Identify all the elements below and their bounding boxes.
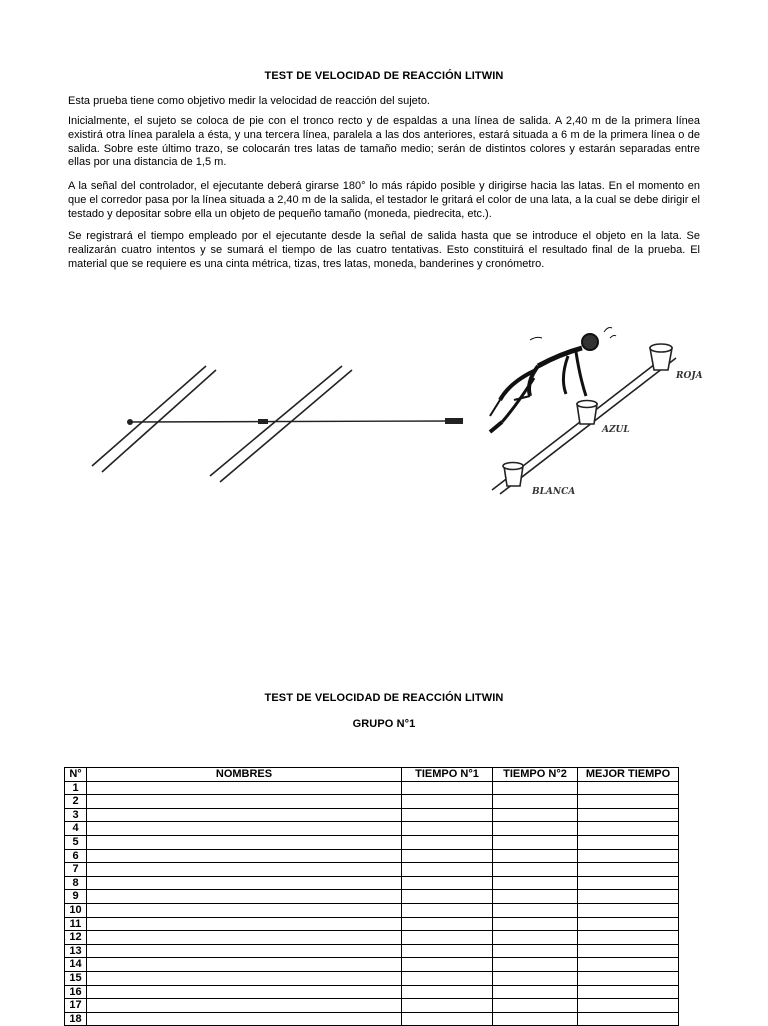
time-1-cell[interactable] [402,795,493,809]
table-row [65,999,679,1013]
name-cell[interactable] [87,958,402,972]
name-cell[interactable] [87,917,402,931]
time-1-cell[interactable] [402,876,493,890]
time-1-cell[interactable] [402,849,493,863]
label-white: BLANCA [532,487,576,497]
name-cell[interactable] [87,863,402,877]
table-row [65,835,679,849]
best-time-cell[interactable] [578,876,679,890]
time-1-cell[interactable] [402,985,493,999]
best-time-cell[interactable] [578,863,679,877]
time-2-cell[interactable] [493,971,578,985]
time-2-cell[interactable] [493,999,578,1013]
table-row [65,958,679,972]
table-row [65,808,679,822]
table-row [65,931,679,945]
time-2-cell[interactable] [493,781,578,795]
table-row [65,917,679,931]
time-1-cell[interactable] [402,890,493,904]
intro-paragraph: Esta prueba tiene como objetivo medir la velocidad de reacción del sujeto. [68,95,430,107]
time-2-cell[interactable] [493,849,578,863]
table-row [65,781,679,795]
best-time-cell[interactable] [578,944,679,958]
table-row [65,876,679,890]
best-time-cell[interactable] [578,835,679,849]
header-best-time: MEJOR TIEMPO [578,768,679,782]
row-number: 9 [65,890,87,904]
row-number: 17 [65,999,87,1013]
name-cell[interactable] [87,795,402,809]
row-number: 10 [65,903,87,917]
best-time-cell[interactable] [578,931,679,945]
name-cell[interactable] [87,835,402,849]
name-cell[interactable] [87,876,402,890]
name-cell[interactable] [87,944,402,958]
table-row [65,863,679,877]
results-table [64,767,679,1026]
table-row [65,822,679,836]
time-1-cell[interactable] [402,999,493,1013]
best-time-cell[interactable] [578,971,679,985]
best-time-cell[interactable] [578,958,679,972]
can-white [503,463,523,487]
second-line [210,366,352,482]
table-row [65,971,679,985]
time-2-cell[interactable] [493,958,578,972]
row-number: 6 [65,849,87,863]
table-row [65,890,679,904]
header-number: N° [65,768,87,782]
best-time-cell[interactable] [578,890,679,904]
time-2-cell[interactable] [493,931,578,945]
name-cell[interactable] [87,849,402,863]
time-2-cell[interactable] [493,835,578,849]
row-number: 2 [65,795,87,809]
label-blue: AZUL [602,425,630,435]
best-time-cell[interactable] [578,781,679,795]
row-number: 4 [65,822,87,836]
can-red [650,344,672,370]
time-1-cell[interactable] [402,944,493,958]
group-title: GRUPO N°1 [352,718,416,730]
row-number: 18 [65,1012,87,1026]
time-1-cell[interactable] [402,808,493,822]
name-cell[interactable] [87,985,402,999]
setup-paragraph: Inicialmente, el sujeto se coloca de pie con el tronco recto y de espaldas a una línea de salida. A 2,40 m de la primera línea existirá otra línea paralela a ésta, y una tercera línea, paralela a las dos anteriores, estará situada a 6 m de la primera línea o de salida. Sobre este último trazo, se colocarán tres latas de tamaño medio; serán de distintos colores y estarán separadas entre ellas por una distancia de 1,5 m. [68,115,700,169]
row-number: 12 [65,931,87,945]
time-1-cell[interactable] [402,917,493,931]
header-names: NOMBRES [87,768,402,782]
time-2-cell[interactable] [493,917,578,931]
table-row [65,849,679,863]
time-2-cell[interactable] [493,863,578,877]
best-time-cell[interactable] [578,903,679,917]
table-row [65,985,679,999]
time-2-cell[interactable] [493,876,578,890]
table-body [65,781,679,1026]
time-1-cell[interactable] [402,781,493,795]
time-2-cell[interactable] [493,822,578,836]
name-cell[interactable] [87,808,402,822]
time-1-cell[interactable] [402,822,493,836]
time-1-cell[interactable] [402,958,493,972]
label-red: ROJA [676,371,703,381]
row-number: 15 [65,971,87,985]
row-number: 13 [65,944,87,958]
best-time-cell[interactable] [578,822,679,836]
row-number: 14 [65,958,87,972]
procedure-paragraph: A la señal del controlador, el ejecutante deberá girarse 180° lo más rápido posible y dirigirse hacia las latas. En el momento en que el corredor pasa por la línea situada a 2,40 m de la salida, el testador le gritará el color de una lata, a la cual se debe dirigir el testado y depositar sobre ella un objeto de pequeño tamaño (moneda, piedrecita, etc.). [68,180,700,220]
name-cell[interactable] [87,971,402,985]
table-row [65,795,679,809]
row-number: 7 [65,863,87,877]
time-1-cell[interactable] [402,835,493,849]
section-title: TEST DE VELOCIDAD DE REACCIÓN LITWIN [264,692,504,704]
name-cell[interactable] [87,822,402,836]
time-2-cell[interactable] [493,903,578,917]
scoring-paragraph: Se registrará el tiempo empleado por el ejecutante desde la señal de salida hasta que se introduce el objeto en la lata. Se realizarán cuatro intentos y se sumará el tiempo de las cuatro tentativas. Esto constituirá el resultado final de la prueba. El material que se requiere es una cinta métrica, tizas, tres latas, moneda, banderines y cronómetro. [68,230,700,270]
best-time-cell[interactable] [578,917,679,931]
row-number: 1 [65,781,87,795]
runner-figure [490,328,616,433]
time-1-cell[interactable] [402,931,493,945]
time-2-cell[interactable] [493,944,578,958]
name-cell[interactable] [87,781,402,795]
best-time-cell[interactable] [578,985,679,999]
table-header-row [65,768,679,782]
header-time-1: TIEMPO N°1 [402,768,493,782]
best-time-cell[interactable] [578,999,679,1013]
row-number: 3 [65,808,87,822]
time-1-cell[interactable] [402,863,493,877]
best-time-cell[interactable] [578,795,679,809]
best-time-cell[interactable] [578,808,679,822]
test-layout-illustration [90,318,715,516]
time-2-cell[interactable] [493,985,578,999]
name-cell[interactable] [87,931,402,945]
time-2-cell[interactable] [493,808,578,822]
row-number: 16 [65,985,87,999]
test-layout-drawing [90,318,715,516]
time-2-cell[interactable] [493,795,578,809]
row-number: 8 [65,876,87,890]
name-cell[interactable] [87,999,402,1013]
row-number: 5 [65,835,87,849]
name-cell[interactable] [87,903,402,917]
table-row [65,944,679,958]
can-blue [577,401,597,425]
document-title: TEST DE VELOCIDAD DE REACCIÓN LITWIN [264,70,504,82]
time-1-cell[interactable] [402,971,493,985]
time-2-cell[interactable] [493,890,578,904]
name-cell[interactable] [87,890,402,904]
row-number: 11 [65,917,87,931]
best-time-cell[interactable] [578,849,679,863]
table-row [65,903,679,917]
time-1-cell[interactable] [402,903,493,917]
header-time-2: TIEMPO N°2 [493,768,578,782]
start-line [92,366,216,472]
